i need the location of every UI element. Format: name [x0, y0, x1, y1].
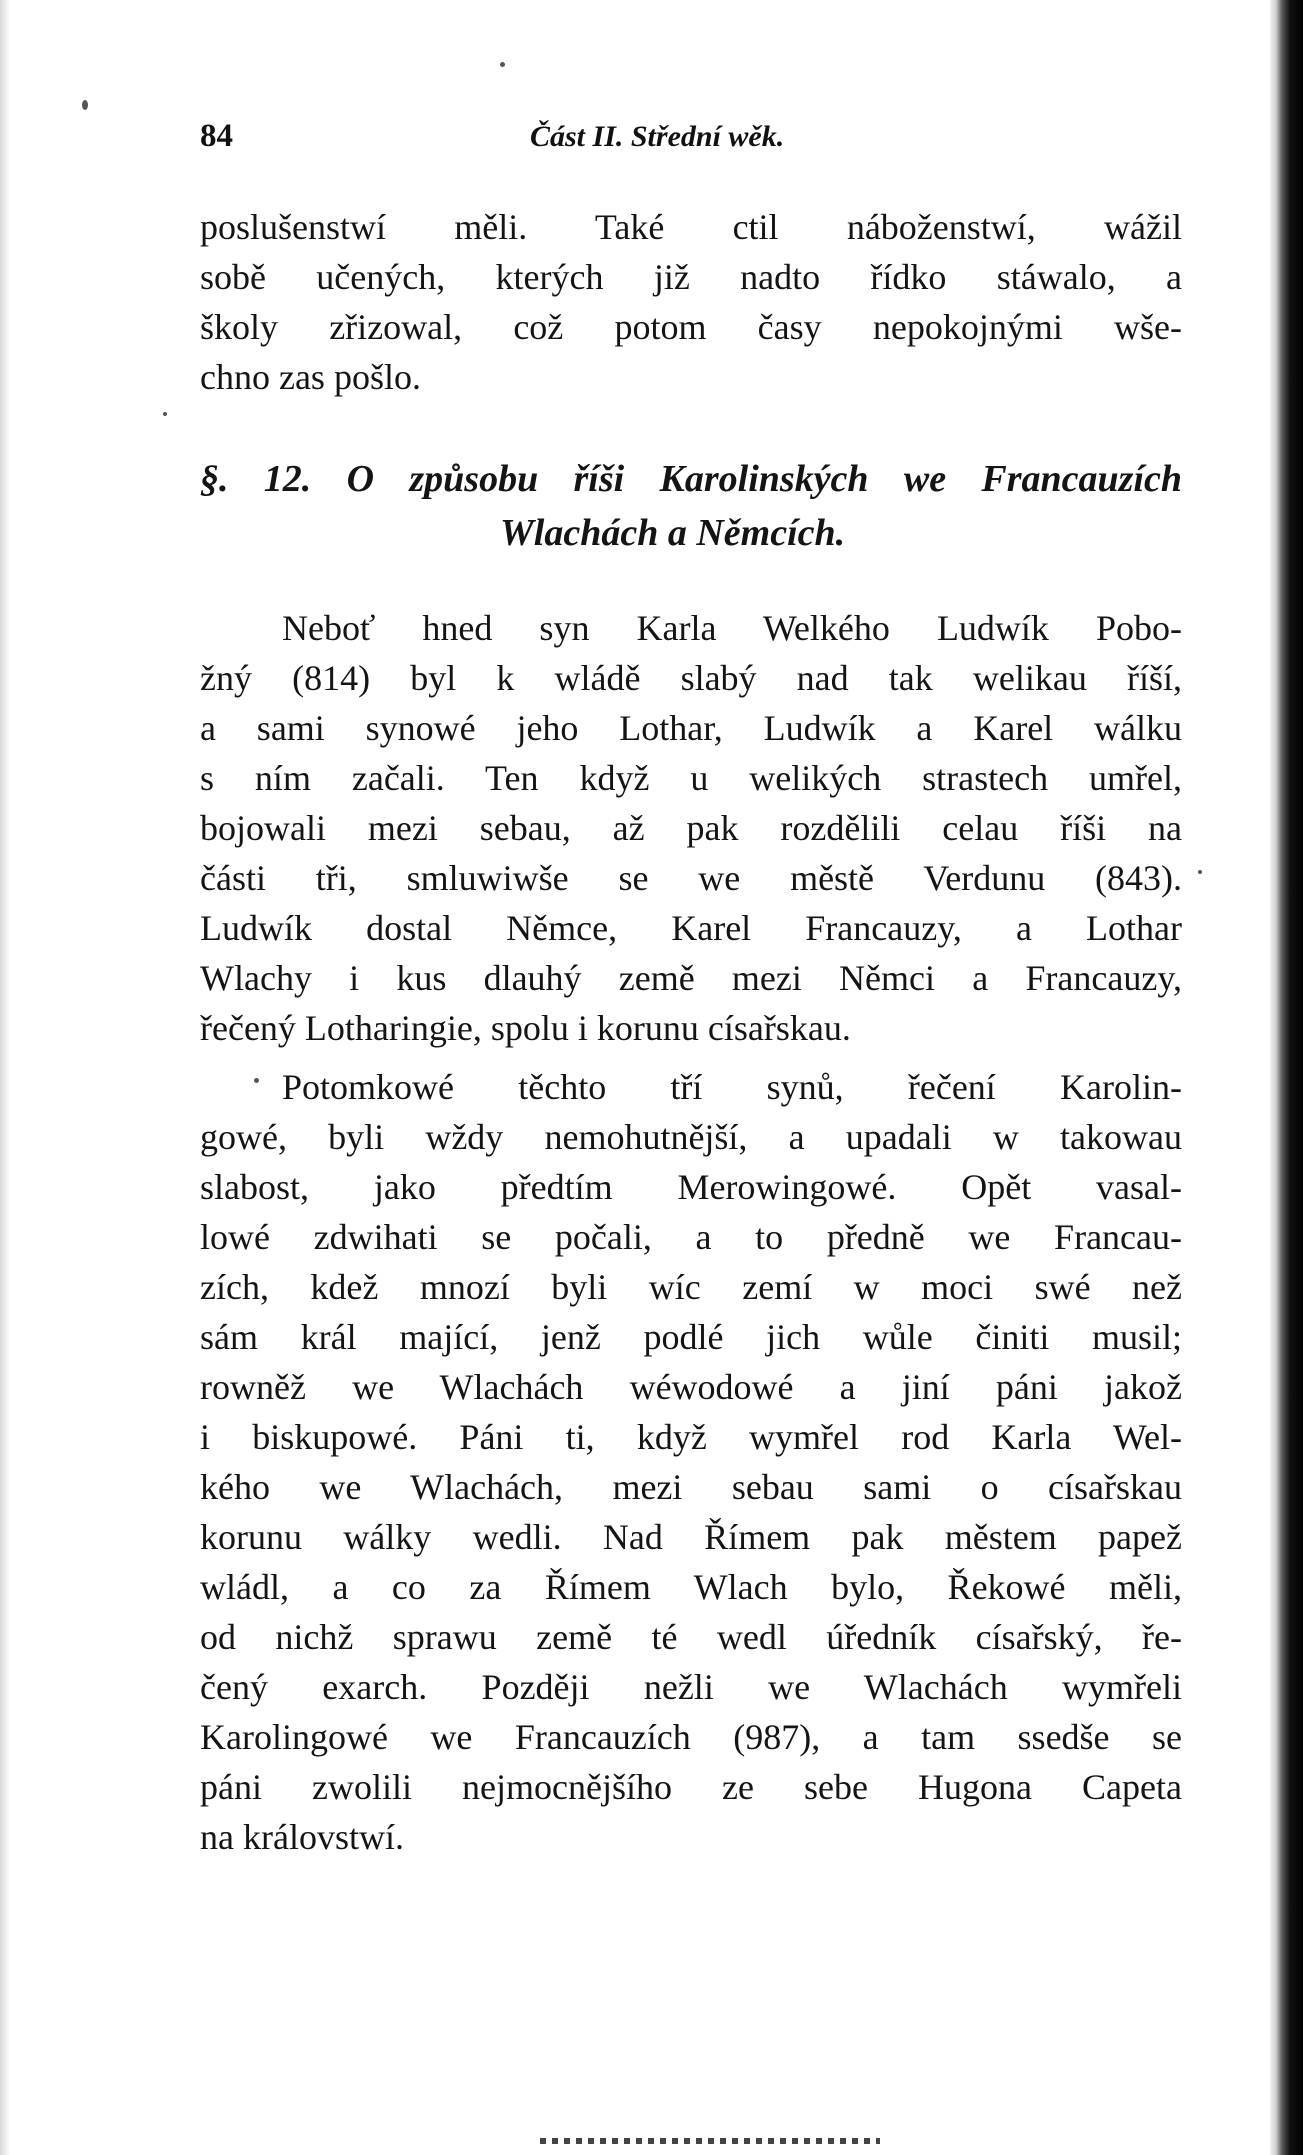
text-line: poslušenstwí měli. Také ctil náboženstwí, wážil — [200, 207, 1182, 247]
paper-speck — [163, 412, 167, 416]
text-line: na královstwí. — [200, 1817, 404, 1857]
section-heading — [200, 452, 1182, 560]
text-line: Ludwík dostal Němce, Karel Francauzy, a Lothar — [200, 908, 1182, 948]
page-left-edge-shadow — [0, 0, 10, 2155]
page-number: 84 — [200, 118, 233, 154]
text-line: Karolingowé we Francauzích (987), a tam ssedše se — [200, 1717, 1182, 1757]
paper-speck — [254, 1078, 259, 1083]
text-line: i biskupowé. Páni ti, když wymřel rod Karla Wel- — [200, 1417, 1182, 1457]
text-line: wládl, a co za Římem Wlach bylo, Řekowé měli, — [200, 1567, 1182, 1607]
text-line: části tři, smluwiwše se we městě Verdunu (843). — [200, 858, 1182, 898]
text-line: bojowali mezi sebau, až pak rozdělili celau říši na — [200, 808, 1182, 848]
text-line: sám král mající, jenž podlé jich wůle činiti musil; — [200, 1317, 1182, 1357]
text-line: páni zwolili nejmocnějšího ze sebe Hugona Capeta — [200, 1767, 1182, 1807]
running-head-title: Část II. Střední wěk. — [530, 120, 785, 153]
text-line: sobě učených, kterých již nadto řídko stáwalo, a — [200, 257, 1182, 297]
text-line: gowé, byli wždy nemohutnější, a upadali w takowau — [200, 1117, 1182, 1157]
text-line: žný (814) byl k wládě slabý nad tak welikau říší, — [200, 658, 1182, 698]
text-line: Neboť hned syn Karla Welkého Ludwík Pobo- — [282, 608, 1182, 648]
text-line: Potomkowé těchto tří synů, řečení Karolin- — [282, 1067, 1182, 1107]
paragraph-continued — [200, 202, 1182, 402]
heading-line: §. 12. O způsobu říši Karolinských we Francauzích — [200, 458, 1182, 500]
text-line: kého we Wlachách, mezi sebau sami o císařskau — [200, 1467, 1182, 1507]
heading-line: Wlachách a Němcích. — [500, 512, 846, 554]
scan-edge-marks — [540, 2138, 880, 2144]
running-head — [200, 118, 1180, 168]
page-gutter-shadow — [1270, 0, 1303, 2155]
paper-speck — [82, 100, 88, 110]
text-line: čený exarch. Později nežli we Wlachách wymřeli — [200, 1667, 1182, 1707]
paper-speck — [1198, 870, 1202, 874]
text-line: Wlachy i kus dlauhý země mezi Němci a Francauzy, — [200, 958, 1182, 998]
text-line: rowněž we Wlachách wéwodowé a jiní páni jakož — [200, 1367, 1182, 1407]
text-line: řečený Lotharingie, spolu i korunu císařskau. — [200, 1008, 851, 1048]
text-line: školy zřizowal, což potom časy nepokojnými wše- — [200, 307, 1182, 347]
text-line: od nichž sprawu země té wedl úředník císařský, ře- — [200, 1617, 1182, 1657]
text-line: lowé zdwihati se počali, a to předně we Francau- — [200, 1217, 1182, 1257]
text-line: zích, kdež mnozí byli wíc zemí w moci swé než — [200, 1267, 1182, 1307]
text-line: a sami synowé jeho Lothar, Ludwík a Karel wálku — [200, 708, 1182, 748]
text-line: chno zas pošlo. — [200, 357, 421, 397]
text-line: s ním začali. Ten když u welikých strastech umřel, — [200, 758, 1182, 798]
paper-speck — [500, 62, 505, 67]
text-line: slabost, jako předtím Merowingowé. Opět vasal- — [200, 1167, 1182, 1207]
paragraph — [200, 603, 1182, 1053]
paragraph — [200, 1062, 1182, 1862]
text-line: korunu wálky wedli. Nad Římem pak městem papež — [200, 1517, 1182, 1557]
